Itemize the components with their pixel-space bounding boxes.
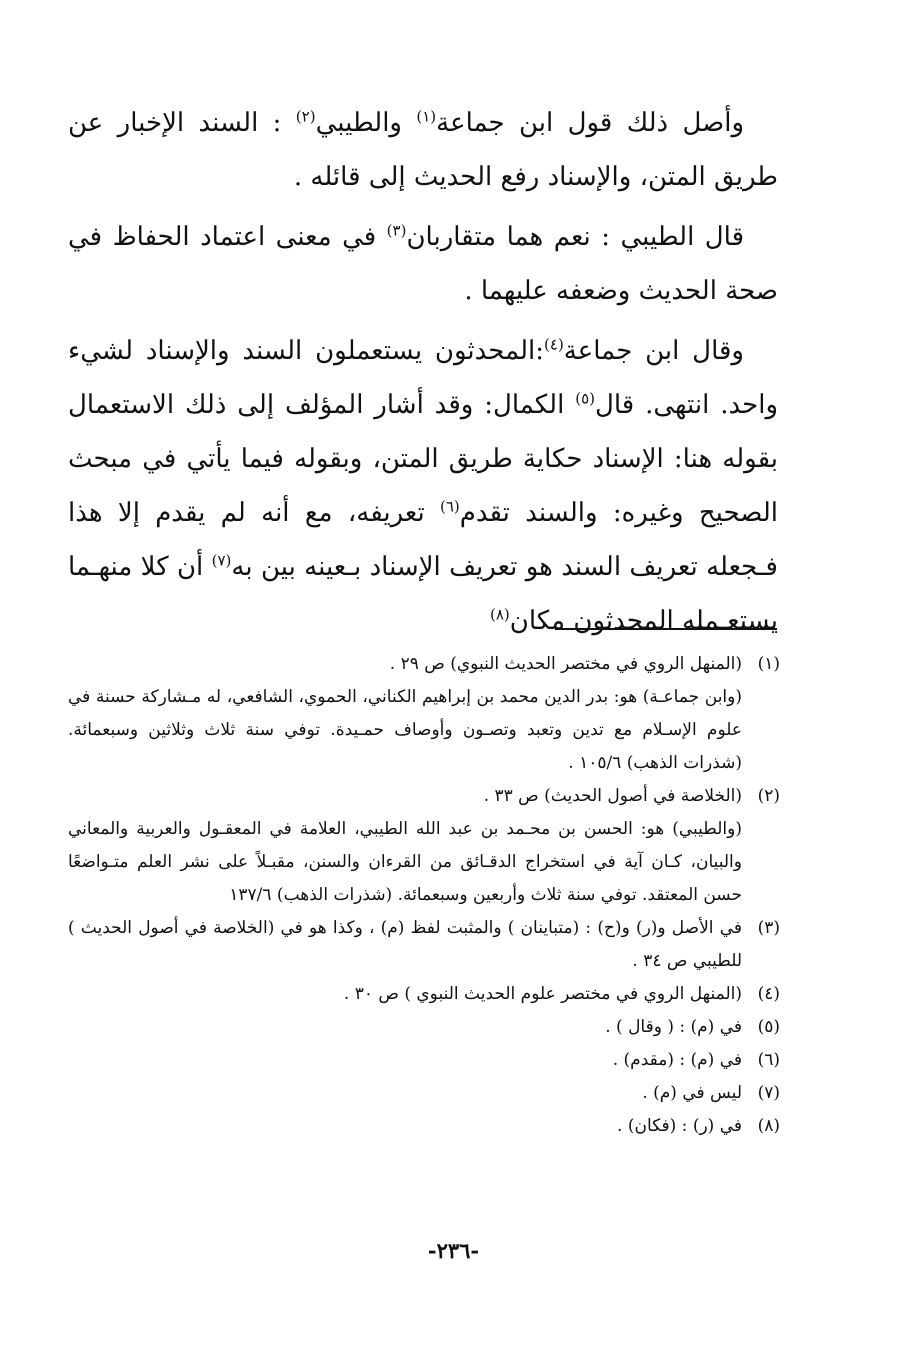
footnote-3 [68,912,780,978]
footnote-divider [555,628,777,630]
footnote-number: (٨) [757,1116,780,1136]
footnote-text: في (م) : (مقدم) . [612,1050,742,1070]
footnote-text: في (ر) : (فكان) . [617,1116,742,1136]
text-run: تعريفه، مع أنه لم يقدم إلا هذا فـجعله تعريف السند هو تعريف الإسناد بـعينه بين به [68,498,778,582]
text-run: : السند الإخبار عن طريق المتن، والإسناد رفع الحديث إلى قائله . [68,108,778,192]
footnote-text: ليس في (م) . [642,1083,742,1103]
footnote-2 [68,780,780,813]
footnote-4 [68,978,780,1011]
footnote-number: (١) [757,654,780,674]
paragraph-2 [68,210,778,318]
footnote-number: (٤) [757,984,780,1004]
footnote-text: (المنهل الروي في مختصر علوم الحديث النبوي ) ص ٣٠ . [343,984,742,1004]
footnote-ref-3: (٣) [386,221,407,240]
page-number: -٢٣٦- [427,1238,480,1263]
footnote-7 [68,1077,780,1110]
text-run: :المحدثون يستعملون السند والإسناد لشيء واحد. انتهى. قال [68,336,778,420]
footnote-number: (٥) [757,1017,780,1037]
main-text [68,96,778,654]
footnote-1 [68,648,780,681]
footnote-ref-6: (٦) [440,497,460,516]
footnote-text: (المنهل الروي في مختصر الحديث النبوي) ص ٢٩ . [389,654,742,674]
text-run: أن كلا منهـما يستعـمله المحدثون مكان [68,552,778,636]
footnote-number: (٢) [757,786,780,806]
footnote-ref-8: (٨) [490,605,510,624]
footnote-8 [68,1110,780,1143]
footnote-text: في الأصل و(ر) و(ح) : (متباينان ) والمثبت لفظ (م) ، وكذا هو في (الخلاصة في أصول الحديث ) للطيبي ص ٣٤ . [68,918,742,971]
footnotes [68,648,780,1143]
paragraph-3 [68,324,778,648]
footnote-ref-1: (١) [416,107,437,126]
text-run: في معنى اعتماد الحفاظ في صحة الحديث وضعفه عليهما . [68,222,778,306]
text-run: وقال ابن جماعة [563,336,744,366]
footnote-text: في (م) : ( وقال ) . [605,1017,742,1037]
footnote-number: (٦) [757,1050,780,1070]
footnote-number: (٣) [757,918,780,938]
footnote-5 [68,1011,780,1044]
footnote-ref-7: (٧) [211,551,232,570]
paragraph-1 [68,96,778,204]
footnote-2-biography: (والطيبي) هو: الحسن بن محـمد بن عبد الله الطيبي، العلامة في المعقـول والعربية والمعاني والبيان، كـان آية في استخراج الدقـائق من القرءان والسنن، مقبـلاً على نشر العلم متـواضعًا حسن المعتقد. توفي سنة ثلاث وأربعين وسبعمائة. (شذرات الذهب) ١٣٧/٦ [68,819,742,905]
text-run: الكمال: وقد أشار المؤلف إلى ذلك الاستعمال بقوله هنا: الإسناد حكاية طريق المتن، وبقوله فيما يأتي في مبحث الصحيح وغيره: والسند تقدم [68,390,778,528]
footnote-ref-4: (٤) [544,335,564,354]
text-run: وأصل ذلك قول ابن جماعة [436,108,745,138]
text-run: والطيبي [315,108,417,138]
footnote-1-biography: (وابن جماعـة) هو: بدر الدين محمد بن إبراهيم الكناني، الحموي، الشافعي، له مـشاركة حسنة في علوم الإسـلام مع تدين وتعبد وتصـون وأوصاف حمـيدة. توفي سنة ثلاث وثلاثين وسبعمائة. (شذرات الذهب) ١٠٥/٦ . [68,687,742,773]
text-run: قال الطيبي : نعم هما متقاربان [406,222,745,252]
footnote-6 [68,1044,780,1077]
footnote-ref-2: (٢) [295,107,316,126]
footnote-number: (٧) [757,1083,780,1103]
footnote-text: (الخلاصة في أصول الحديث) ص ٣٣ . [483,786,742,806]
footnote-ref-5: (٥) [575,389,595,408]
